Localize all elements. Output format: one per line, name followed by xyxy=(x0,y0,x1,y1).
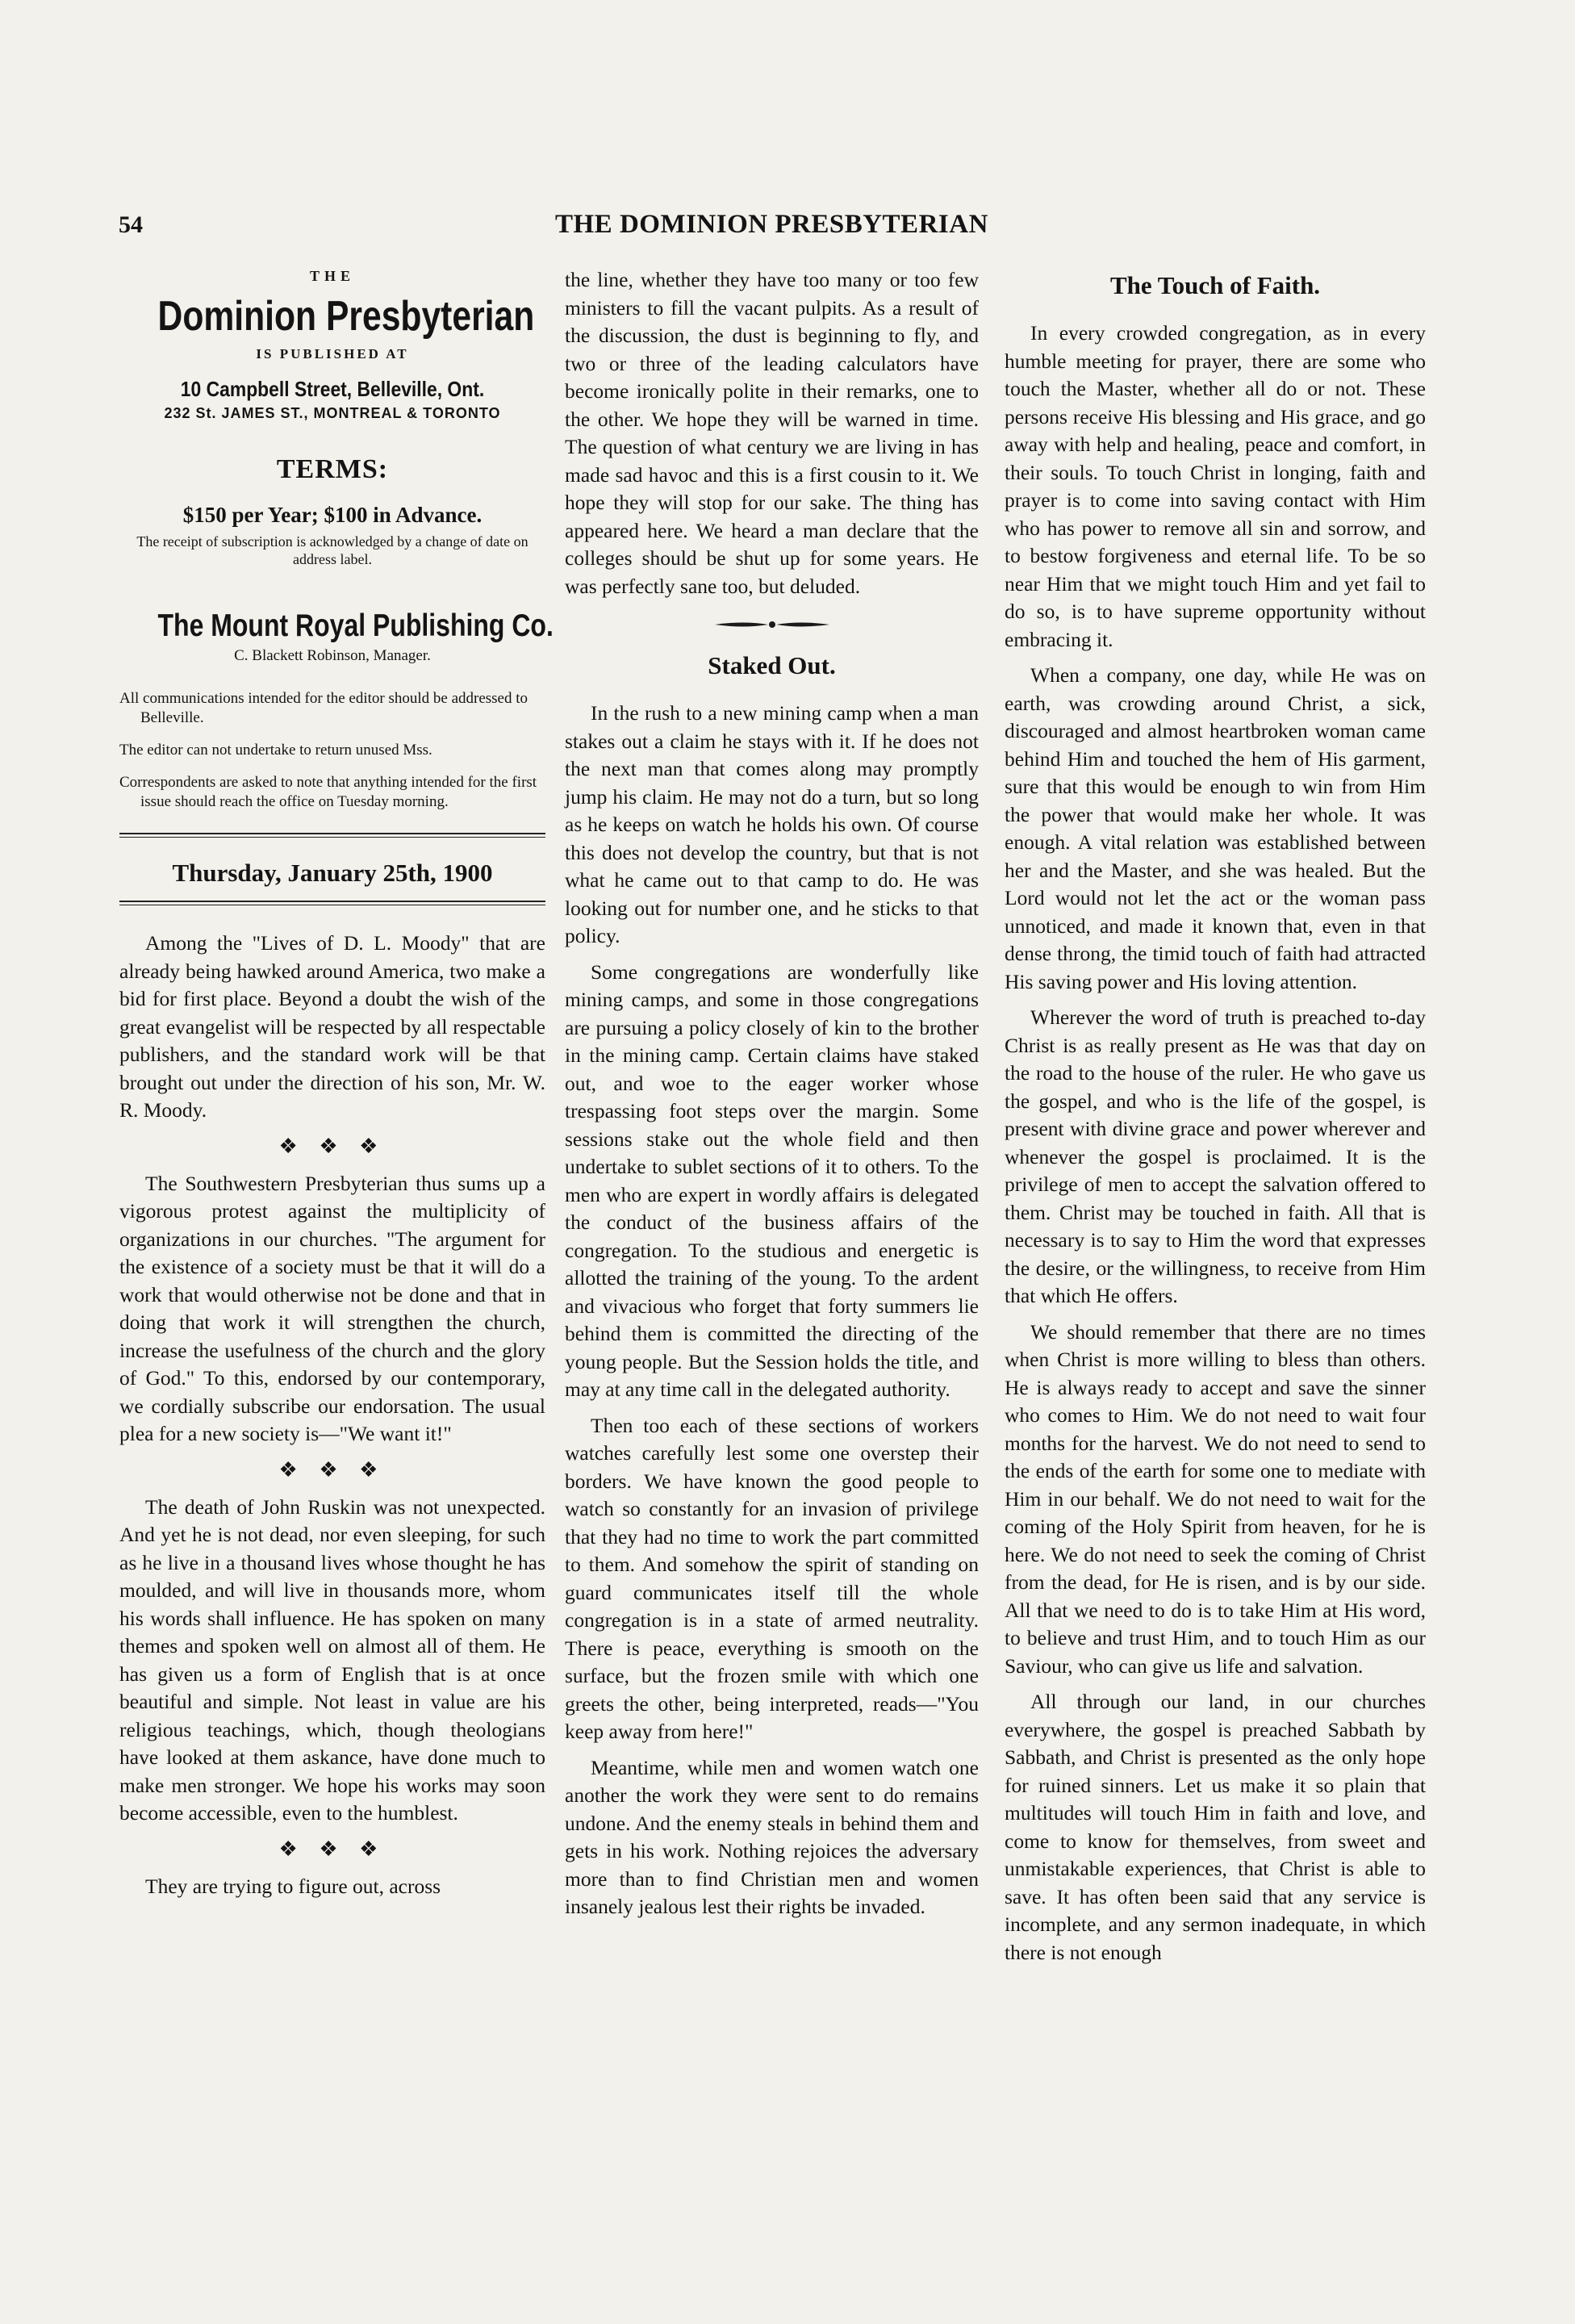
ornament-divider: ❖ ❖ ❖ xyxy=(278,1837,386,1861)
address-other: 232 St. JAMES ST., MONTREAL & TORONTO xyxy=(164,405,501,421)
staked-paragraph-4: Meantime, while men and women watch one another the work they were sent to do remains undone. And the enemy steals in behind them and gets in his work. Nothing rejoices the adversary more than to find Christian men and women insanely jealous lest their rights be invaded. xyxy=(565,1755,979,1918)
trying-paragraph: They are trying to figure out, across xyxy=(145,1874,441,1898)
terms-heading: TERMS: xyxy=(276,454,389,484)
ornamental-rule xyxy=(565,618,979,635)
column-middle xyxy=(565,266,979,1929)
touch-paragraph-1: In every crowded congregation, as in every humble meeting for prayer, there are some who touch the Master, whether all do or not. These persons receive His blessing and His grace, and go away with help and healing, peace and comfort, in their souls. To touch Christ in longing, faith and prayer is to come into saving contact with Him who has power to remove all sin and sorrow, and to bestow forgiveness and eternal life. To be so near Him that we might touch Him and yet fail to do so, is to have supreme opportunity without embracing it. xyxy=(1005,321,1426,651)
masthead-title: Dominion Presbyterian xyxy=(157,293,535,340)
receipt-note: The receipt of subscription is acknowledged by a change of date on address label. xyxy=(136,533,528,567)
ornamental-rule-graphic xyxy=(712,618,833,631)
staked-paragraph-1: In the rush to a new mining camp when a man stakes out a claim he stays with it. If he does not the next man that comes along may promptly jump his claim. He may not do a turn, but so long as he keeps on watch he holds his own. Of course this does not develop the country, but that is not what he came out to that camp to do. He was looking out for number one, and he sticks to that policy. xyxy=(565,701,979,947)
ornament-divider: ❖ ❖ ❖ xyxy=(278,1134,386,1158)
ruskin-paragraph: The death of John Ruskin was not unexpected. And yet he is not dead, nor even sleeping, for such as he live in a thousand lives whose thought he has moulded, and will live in thousands more, whom his words shall influence. He has spoken on many themes and spoken well on almost all of them. He has given us a form of English that is at once beautiful and simple. Not least in value are his religious teachings, which, though theologians have looked at them askance, have done much to make men stronger. We hope his works may soon become accessible, even to the humblest. xyxy=(119,1494,545,1825)
editor-notice: All communications intended for the editor should be addressed to Belleville. xyxy=(119,690,528,726)
issue-date: Thursday, January 25th, 1900 xyxy=(172,859,493,887)
staked-paragraph-3: Then too each of these sections of workers watches carefully lest some one overstep their borders. We have known the good people to watch so constantly for an invasion of privilege that they had no time to work the part committed to them. And somehow the spirit of standing on guard communicates itself till the whole congregation is in a state of armed neutrality. There is peace, everything is smooth on the surface, but the frozen smile with which one greets the other, being interpreted, reads—"You keep away from here!" xyxy=(565,1413,979,1743)
ornament-divider: ❖ ❖ ❖ xyxy=(278,1457,386,1482)
touch-paragraph-2: When a company, one day, while He was on earth, was crowding around Christ, a sick, discouraged and almost heartbroken woman came behind Him and touched the hem of His garment, sure that this would be enough to win from Him the power that would make her whole. It was enough. A vital relation was established between her and the Master, and she was healed. But the Lord would not let the act or the woman pass unnoticed, and made it known that, even in that dense throng, the timid touch of faith had attracted His saving power and His loving attention. xyxy=(1005,663,1426,993)
masthead-the: THE xyxy=(309,268,355,284)
continued-paragraph: the line, whether they have too many or too few ministers to fill the vacant pulpits. As a result of the discussion, the dust is beginning to fly, and two or three of the leading calculators have become ironically polite in their remarks, one to the other. We hope they will be warned in time. The question of what century we are living in has made sad havoc and this is a first cousin to it. We hope they will stop for our sake. The thing has appeared here. We heard a man declare that the colleges should be shut up for some years. He was perfectly sane too, but deluded. xyxy=(565,268,979,598)
correspondents-notice: Correspondents are asked to note that anything intended for the first issue should reach the office on Tuesday morning. xyxy=(119,774,537,810)
moody-paragraph: Among the "Lives of D. L. Moody" that are already being hawked around America, two make a bid for first place. Beyond a doubt the wish of the great evangelist will be respected by all respectable publishers, and the standard work will be that brought out under the direction of his son, Mr. W. R. Moody. xyxy=(119,931,545,1122)
staked-paragraph-2: Some congregations are wonderfully like mining camps, and some in those congregations are pursuing a policy closely of kin to the brother in the mining camp. Certain claims have staked out, and woe to the eager worker whose trespassing foot steps over the margin. Some sessions stake out the whole field and then undertake to sublet sections of it to others. To the men who are expert in wordly affairs is delegated the conduct of the business affairs of the congregation. To the studious and energetic is allotted the training of the young. To the ardent and vivacious who forget that forty summers lie behind them is committed the directing of the young people. But the Session holds the title, and may at any time call in the delegated authority. xyxy=(565,959,979,1401)
publisher-manager: C. Blackett Robinson, Manager. xyxy=(234,647,431,664)
southwestern-paragraph: The Southwestern Presbyterian thus sums up a vigorous protest against the multiplicity of organizations in our churches. "The argument for the existence of a society must be that it will do a work that would otherwise not be done and that in doing that work it will strengthen the church, increase the usefulness of the church and the glory of God." To this, endorsed by our contemporary, we cordially subscribe our endorsation. The usual plea for a new society is—"We want it!" xyxy=(119,1171,545,1445)
publisher-name: The Mount Royal Publishing Co. xyxy=(157,608,554,643)
published-at: IS PUBLISHED AT xyxy=(256,346,409,362)
touch-paragraph-4: We should remember that there are no times when Christ is more willing to bless than others. He is always ready to accept and save the sinner who comes to Him. We do not need to wait four months for the harvest. We do not need to send to the ends of the earth for some one to mediate with Him in our behalf. We do not need to wait for the coming of the Holy Spirit from heaven, for he is here. We do not need to seek the coming of Christ from the dead, for He is risen, and is by our side. All that we need to do is to take Him at His word, to believe and trust Him, and to touch Him as our Saviour, who can give us life and salvation. xyxy=(1005,1319,1426,1678)
divider-rule xyxy=(119,833,545,838)
staked-out-heading: Staked Out. xyxy=(708,651,836,679)
running-title: THE DOMINION PRESBYTERIAN xyxy=(555,210,988,239)
subscription-price: $150 per Year; $100 in Advance. xyxy=(182,503,483,527)
touch-of-faith-heading: The Touch of Faith. xyxy=(1109,271,1321,299)
touch-paragraph-3: Wherever the word of truth is preached to-day Christ is as really present as He was that day on the road to the house of the ruler. He who gave us the gospel, and who is the life of the gospel, is present with divine grace and power wherever and whenever the gospel is proclaimed. It is the privilege of men to accept the salvation offered to them. Christ may be touched in faith. All that is necessary is to say to Him the word that expresses the desire, or the willingness, to receive from Him that which He offers. xyxy=(1005,1005,1426,1307)
touch-paragraph-5: All through our land, in our churches everywhere, the gospel is preached Sabbath by Sabbath, and Christ is presented as the only hope for ruined sinners. Let us make it so plain that multitudes will touch Him in faith and love, and come to know for themselves, from sweet and unmistakable experiences, that Christ is able to save. It has often been said that any service is incomplete, and any sermon inadequate, in which there is not enough xyxy=(1005,1690,1426,1964)
manuscripts-notice: The editor can not undertake to return unused Mss. xyxy=(119,742,432,759)
column-right xyxy=(1005,266,1426,1975)
divider-rule xyxy=(119,901,545,905)
page-number: 54 xyxy=(119,211,143,238)
column-left xyxy=(119,266,554,1908)
address-main: 10 Campbell Street, Belleville, Ont. xyxy=(180,377,485,401)
